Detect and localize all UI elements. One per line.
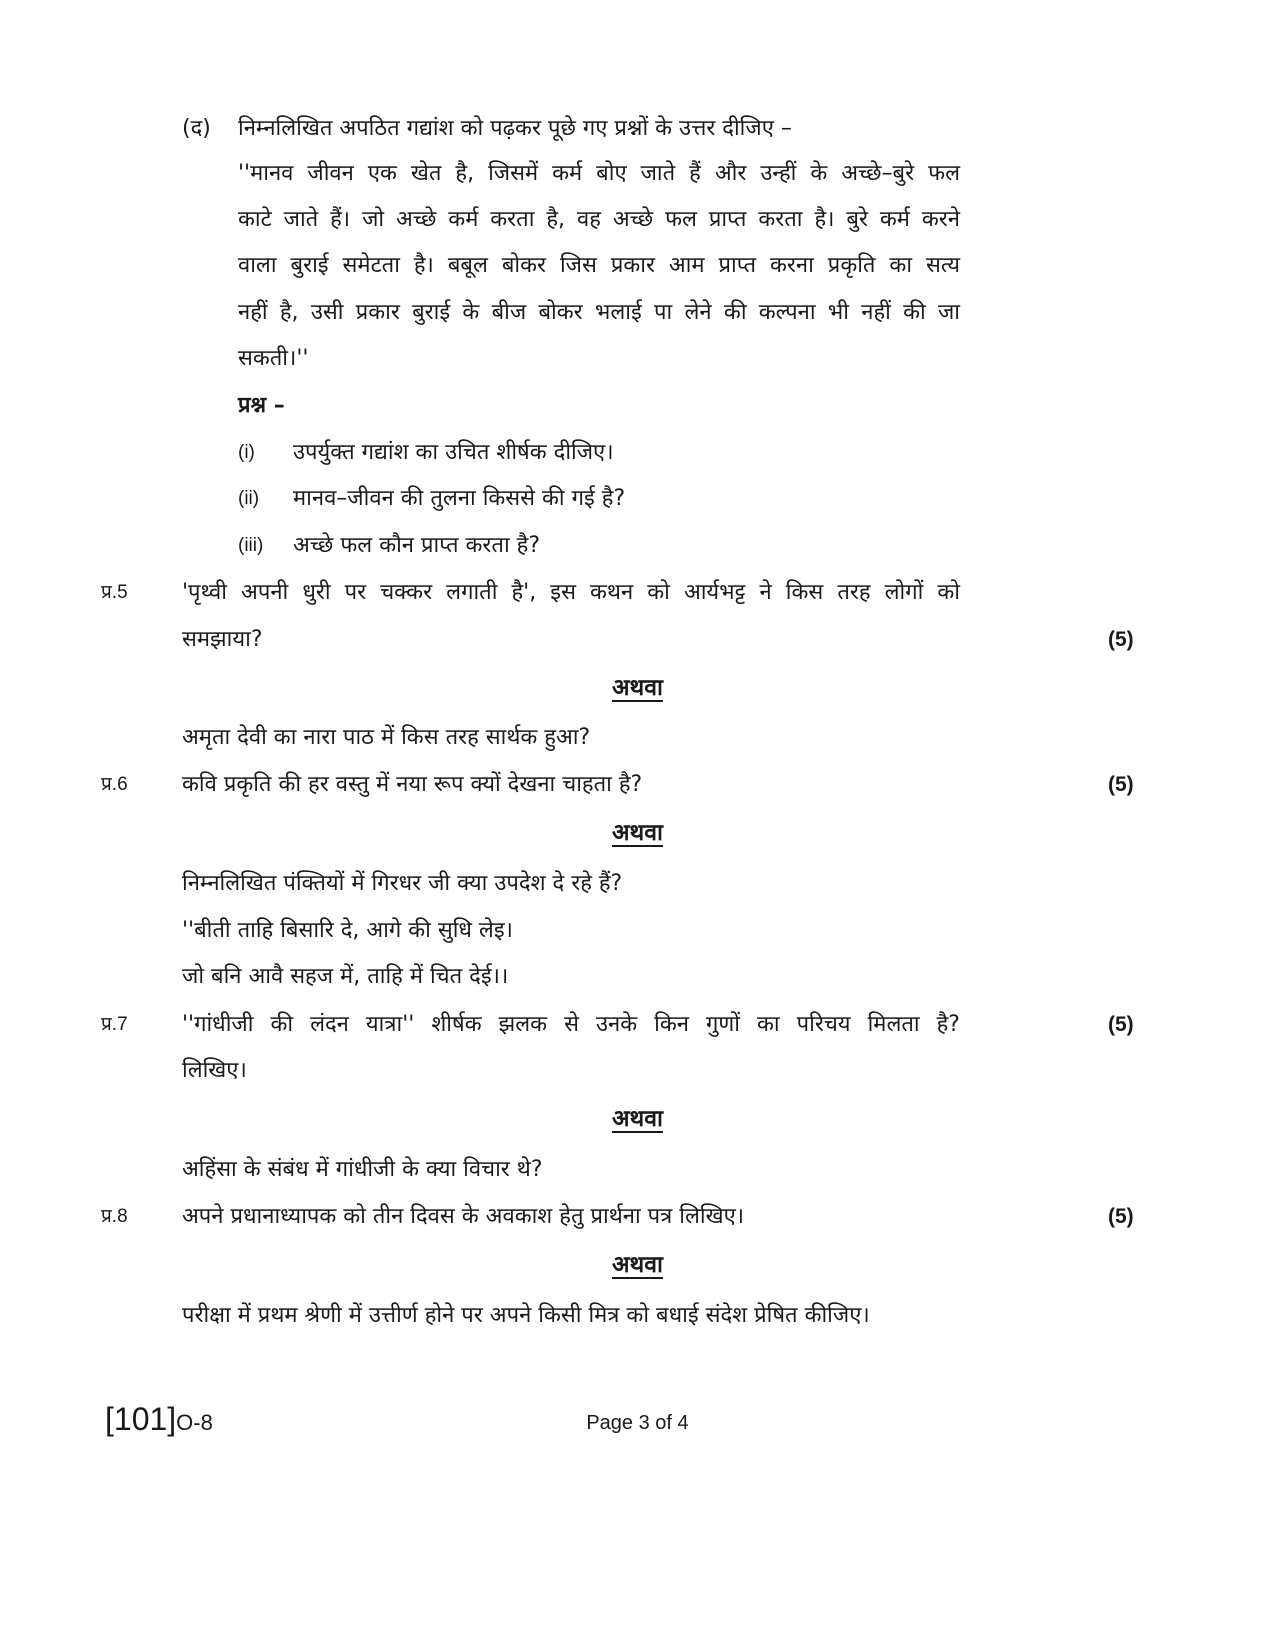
question-number-5: प्र.5 [101, 582, 128, 603]
or-heading: अथवा [611, 820, 663, 846]
question-number-7: प्र.7 [101, 1014, 128, 1035]
question-6-alt-line: ''बीती ताहि बिसारि दे, आगे की सुधि लेइ। [182, 918, 513, 943]
questions-heading: प्रश्न – [238, 393, 285, 418]
question-5-line: 'पृथ्वी अपनी धुरी पर चक्कर लगाती है', इस कथन को आर्यभट्ट ने किस तरह लोगों को [182, 580, 960, 605]
question-7-marks: (5) [1108, 1013, 1134, 1036]
question-number-6: प्र.6 [101, 774, 128, 795]
passage-line: नहीं है, उसी प्रकार बुराई के बीज बोकर भलाई पा लेने की कल्पना भी नहीं की जा [238, 300, 960, 325]
sub-question-number: (ii) [238, 488, 260, 509]
passage-line: सकती।'' [238, 346, 309, 371]
question-7-line: ''गांधीजी की लंदन यात्रा'' शीर्षक झलक से उनके किन गुणों का परिचय मिलता है? [182, 1012, 960, 1037]
or-heading: अथवा [611, 675, 663, 701]
question-6-marks: (5) [1108, 773, 1134, 796]
sub-question-number: (i) [238, 442, 255, 463]
question-5-marks: (5) [1108, 628, 1134, 651]
sub-question-number: (iii) [238, 535, 264, 556]
passage-line: काटे जाते हैं। जो अच्छे कर्म करता है, वह अच्छे फल प्राप्त करता है। बुरे कर्म करने [238, 207, 960, 232]
part-d-instruction: निम्नलिखित अपठित गद्यांश को पढ़कर पूछे गए प्रश्नों के उत्तर दीजिए – [238, 116, 792, 141]
passage-line: वाला बुराई समेटता है। बबूल बोकर जिस प्रकार आम प्राप्त करना प्रकृति का सत्य [238, 253, 960, 278]
question-7-alt-line: अहिंसा के संबंध में गांधीजी के क्या विचार थे? [182, 1157, 543, 1182]
paper-code-main: [101] [105, 1401, 177, 1437]
sub-question-text: अच्छे फल कौन प्राप्त करता है? [293, 533, 540, 558]
question-8-line: अपने प्रधानाध्यापक को तीन दिवस के अवकाश हेतु प्रार्थना पत्र लिखिए। [182, 1204, 745, 1229]
question-8-marks: (5) [1108, 1205, 1134, 1228]
or-heading: अथवा [611, 1252, 663, 1278]
question-5-line: समझाया? [182, 627, 263, 652]
question-8-alt-line: परीक्षा में प्रथम श्रेणी में उत्तीर्ण होने पर अपने किसी मित्र को बधाई संदेश प्रेषित कीजिए। [182, 1303, 870, 1328]
question-number-8: प्र.8 [101, 1206, 128, 1227]
sub-question-text: उपर्युक्त गद्यांश का उचित शीर्षक दीजिए। [293, 440, 614, 465]
page-number: Page 3 of 4 [586, 1412, 689, 1434]
or-heading: अथवा [611, 1106, 663, 1132]
part-d-label: (द) [182, 116, 211, 141]
sub-question-text: मानव–जीवन की तुलना किससे की गई है? [293, 486, 626, 511]
question-6-alt-line: जो बनि आवै सहज में, ताहि में चित देई।। [182, 964, 509, 989]
question-5-alt-line: अमृता देवी का नारा पाठ में किस तरह सार्थक हुआ? [182, 725, 591, 750]
question-7-line: लिखिए। [182, 1058, 247, 1083]
passage-line: ''मानव जीवन एक खेत है, जिसमें कर्म बोए जाते हैं और उन्हीं के अच्छे–बुरे फल [238, 161, 960, 186]
question-6-line: कवि प्रकृति की हर वस्तु में नया रूप क्यों देखना चाहता है? [182, 772, 643, 797]
question-6-alt-line: निम्नलिखित पंक्तियों में गिरधर जी क्या उपदेश दे रहे हैं? [182, 871, 623, 896]
paper-code-suffix: O-8 [176, 1410, 213, 1435]
